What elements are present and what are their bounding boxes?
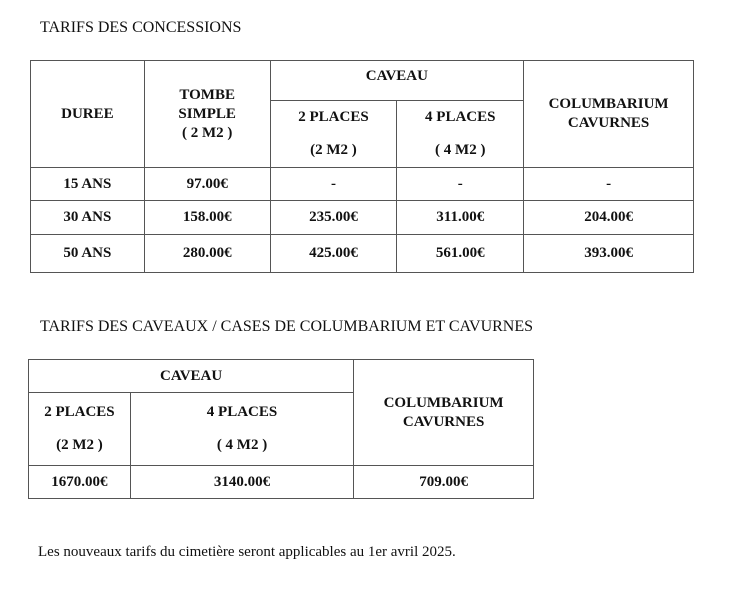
header-2-places-area: (2 M2 ) (56, 437, 103, 453)
applicability-note: Les nouveaux tarifs du cimetière seront applicables au 1er avril 2025. (38, 544, 456, 560)
cell-duree: 15 ANS (31, 168, 145, 201)
header-columbarium (354, 360, 534, 466)
header-tombe-line3: ( 2 M2 ) (181, 124, 233, 141)
header-columbarium (524, 61, 694, 168)
header-duree: DUREE (31, 61, 145, 168)
cell-columbarium: - (524, 168, 694, 201)
table-row (31, 201, 694, 235)
cell-4-places: - (397, 168, 524, 201)
header-4-places (397, 101, 524, 168)
cell-columbarium: 204.00€ (524, 201, 694, 235)
cell-2-places: 1670.00€ (29, 466, 131, 499)
cell-2-places: 235.00€ (270, 201, 397, 235)
header-caveau: CAVEAU (29, 360, 354, 393)
header-caveau: CAVEAU (270, 61, 524, 101)
header-4-places (130, 393, 353, 466)
header-4-places-label: 4 PLACES (206, 404, 278, 420)
header-tombe-line2: SIMPLE (178, 105, 236, 122)
concessions-table (30, 60, 694, 273)
header-2-places-label: 2 PLACES (44, 404, 115, 420)
caveaux-title: TARIFS DES CAVEAUX / CASES DE COLUMBARIUM ET CAVURNES (40, 318, 534, 335)
header-columbarium-line1: COLUMBARIUM (383, 394, 504, 411)
cell-4-places: 561.00€ (397, 235, 524, 273)
header-tombe-line1: TOMBE (179, 86, 235, 103)
cell-columbarium: 393.00€ (524, 235, 694, 273)
header-cavurnes-line2: CAVURNES (402, 413, 485, 430)
cell-duree: 30 ANS (31, 201, 145, 235)
header-4-places-area: ( 4 M2 ) (435, 142, 486, 158)
header-2-places (270, 101, 397, 168)
header-columbarium-line1: COLUMBARIUM (548, 96, 669, 112)
cell-tombe: 97.00€ (144, 168, 270, 201)
header-cavurnes-line2: CAVURNES (567, 115, 650, 131)
cell-2-places: - (270, 168, 397, 201)
header-2-places-area: (2 M2 ) (310, 142, 357, 158)
concessions-title: TARIFS DES CONCESSIONS (40, 19, 242, 36)
cell-duree: 50 ANS (31, 235, 145, 273)
caveaux-table (28, 359, 534, 499)
header-tombe-simple (144, 61, 270, 168)
header-4-places-label: 4 PLACES (425, 109, 496, 125)
header-2-places-label: 2 PLACES (298, 109, 369, 125)
header-4-places-area: ( 4 M2 ) (216, 437, 268, 453)
cell-tombe: 158.00€ (144, 201, 270, 235)
header-2-places (29, 393, 131, 466)
table-row (31, 168, 694, 201)
cell-4-places: 311.00€ (397, 201, 524, 235)
cell-2-places: 425.00€ (270, 235, 397, 273)
table-row (31, 235, 694, 273)
cell-4-places: 3140.00€ (130, 466, 353, 499)
table-row (29, 466, 534, 499)
cell-columbarium: 709.00€ (354, 466, 534, 499)
cell-tombe: 280.00€ (144, 235, 270, 273)
